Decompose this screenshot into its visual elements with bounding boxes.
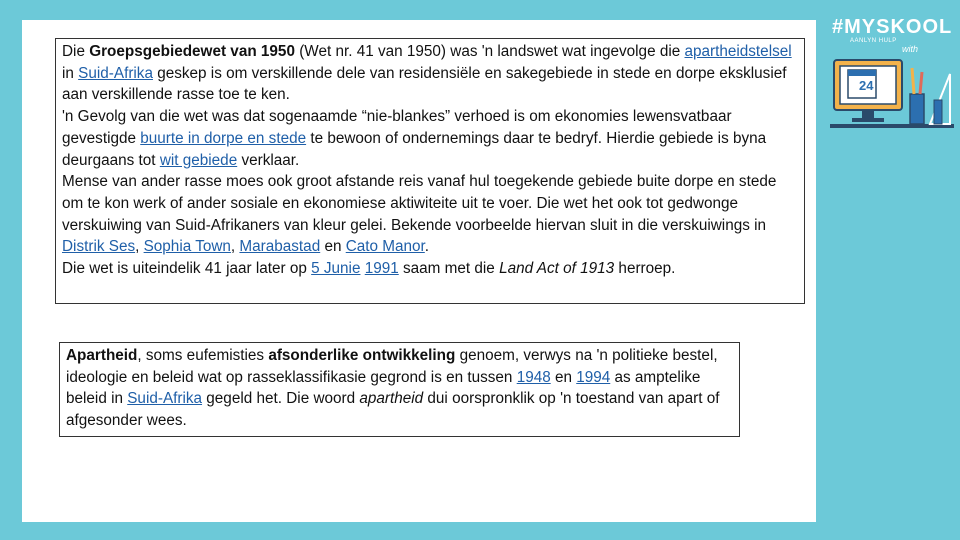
bold-term: afsonderlike ontwikkeling [268,347,456,364]
italic-term: Land Act of 1913 [499,260,615,278]
link-cato-manor[interactable]: Cato Manor [345,238,425,256]
text: en [550,368,577,386]
paragraph-3 [62,171,798,258]
text: Die [62,43,90,60]
text: geskep is om verskillende dele van residensiële en sakegebiede in stede en dorpe eksklusief aan verskillende rasse toe te ken. [62,64,787,104]
link-1991[interactable]: 1991 [364,260,399,278]
text: 'n Gevolg van die wet was dat sogenaamde “nie-blankes” verhoed is om ekonomies lewensvatbaar gevestigde [62,108,732,147]
bold-term: Groepsgebiedewet van 1950 [89,43,295,60]
bold-term: Apartheid [66,347,138,364]
text: verklaar. [237,151,300,169]
text: te bewoon of ondernemings daar te bedryf. Hierdie gebiede is byna deurgaans tot [62,129,767,169]
apartheid-definition-box [59,342,740,437]
text: genoem, verwys na 'n politieke bestel, ideologie en beleid wat op rasseklassifikasie gegrond is en tussen [66,347,718,386]
link-1994[interactable]: 1994 [576,368,611,386]
text: Die wet is uiteindelik 41 jaar later op [62,260,312,278]
paragraph-1 [62,41,798,106]
link-buurte[interactable]: buurte in dorpe en stede [140,129,307,147]
text: as amptelike beleid in [66,368,701,408]
desk-illustration-icon [830,54,954,144]
link-wit-gebiede[interactable]: wit gebiede [159,151,238,169]
link-suid-afrika[interactable]: Suid-Afrika [127,390,203,408]
brand-subtitle: AANLYN HULP [850,38,897,44]
paragraph-2 [62,106,798,171]
definition-paragraph [66,345,734,432]
groepsgebiedewet-text-box [55,38,805,304]
text: gegeld het. Die woord [202,390,360,408]
link-distrik-ses[interactable]: Distrik Ses [62,238,136,256]
link-marabastad[interactable]: Marabastad [239,238,321,256]
link-apartheidstelsel[interactable]: apartheidstelsel [684,43,792,60]
calendar-day-number: 24 [859,78,874,93]
myskool-brand-logo [830,14,954,174]
brand-subtitle-script: with [902,44,919,54]
text: herroep. [614,260,676,278]
text: en [320,238,346,256]
link-5-junie[interactable]: 5 Junie [311,260,361,278]
text: saam met die [398,260,500,278]
paragraph-4 [62,258,798,280]
text: , [135,238,144,256]
text: , [230,238,240,256]
brand-title: #MYSKOOL [832,16,953,38]
text: . [424,238,430,256]
text: Mense van ander rasse moes ook groot afstande reis vanaf hul toegekende gebiede buite dorpe en stede om te kon werk of ander sosiale en ekonomiese aktiwiteite uit te voer. Die wet het ook tot gedwonge verskuiwing van Suid-Afrikaners van kleur gelei. Bekende voorbeelde hiervan sluit in die verskuiwings in [62,173,777,234]
italic-term: apartheid [359,390,424,408]
text: in [62,64,79,82]
link-sophia-town[interactable]: Sophia Town [143,238,231,256]
link-suid-afrika[interactable]: Suid-Afrika [78,64,153,82]
link-1948[interactable]: 1948 [516,368,551,386]
text: (Wet nr. 41 van 1950) was 'n landswet wat ingevolge die [294,43,685,60]
text: , soms eufemisties [137,347,269,364]
text: dui oorspronklik op 'n toestand van apart of afgesonder wees. [66,390,720,430]
